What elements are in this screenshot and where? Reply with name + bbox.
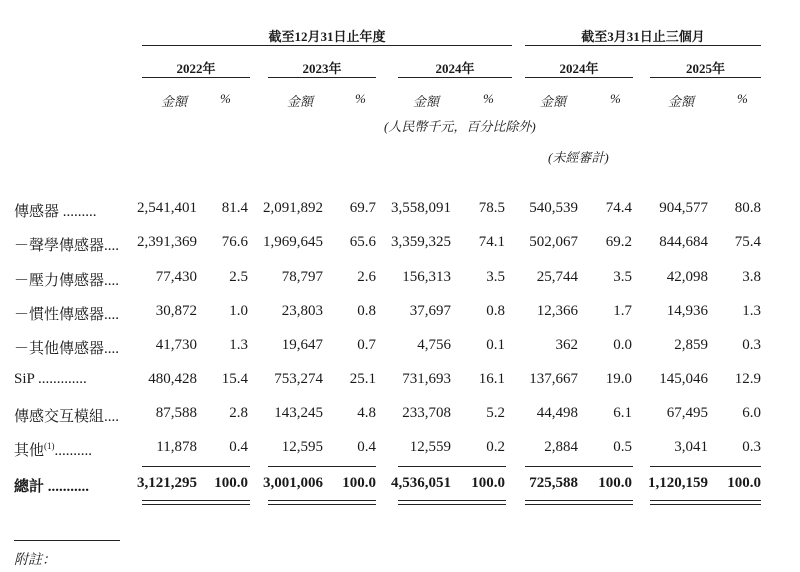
amount-cell: 233,708 <box>402 405 451 421</box>
amount-cell: 3,121,295 <box>137 475 197 491</box>
row-label: －壓力傳感器.... <box>14 273 120 289</box>
amount-cell: 3,359,325 <box>391 234 451 250</box>
percent-cell: 1.7 <box>613 303 632 319</box>
percent-cell: 4.8 <box>357 405 376 421</box>
percent-cell: 0.1 <box>486 337 505 353</box>
year-header: 2024年 <box>435 61 475 76</box>
amount-cell: 12,366 <box>536 303 578 319</box>
percent-cell: 100.0 <box>598 475 632 491</box>
row-label: SiP ............. <box>14 371 87 387</box>
percent-cell: 69.7 <box>349 200 376 216</box>
percent-cell: 2.8 <box>229 405 248 421</box>
amount-cell: 87,588 <box>155 405 197 421</box>
amount-cell: 1,120,159 <box>648 475 708 491</box>
total-rule <box>398 500 506 501</box>
percent-cell: 75.4 <box>734 234 761 250</box>
percent-cell: 0.2 <box>486 439 505 455</box>
percent-cell: 0.5 <box>613 439 632 455</box>
footnote-marker: (1) <box>44 441 55 451</box>
percent-cell: 0.0 <box>613 337 632 353</box>
year-header: 2024年 <box>559 61 599 76</box>
percent-cell: 100.0 <box>214 475 248 491</box>
total-rule <box>398 466 506 467</box>
percent-cell: 6.0 <box>742 405 761 421</box>
year-rule <box>398 77 512 78</box>
header-group-year-ended: 截至12月31日止年度 <box>268 29 386 44</box>
amount-cell: 42,098 <box>666 269 708 285</box>
total-rule <box>268 500 376 501</box>
col-amount: 金額 <box>668 94 695 109</box>
percent-cell: 100.0 <box>727 475 761 491</box>
percent-cell: 81.4 <box>221 200 248 216</box>
header-rule <box>525 45 761 46</box>
percent-cell: 80.8 <box>734 200 761 216</box>
col-pct: % <box>483 91 494 106</box>
year-rule <box>650 77 761 78</box>
percent-cell: 74.4 <box>605 200 632 216</box>
amount-cell: 67,495 <box>666 405 708 421</box>
amount-cell: 25,744 <box>536 269 578 285</box>
amount-cell: 143,245 <box>274 405 323 421</box>
percent-cell: 3.5 <box>486 269 505 285</box>
total-rule <box>525 500 633 501</box>
col-amount: 金額 <box>413 94 440 109</box>
col-amount: 金額 <box>287 94 314 109</box>
year-rule <box>525 77 633 78</box>
percent-cell: 6.1 <box>613 405 632 421</box>
percent-cell: 0.3 <box>742 337 761 353</box>
total-rule <box>398 504 506 505</box>
total-rule <box>650 500 761 501</box>
amount-cell: 145,046 <box>659 371 708 387</box>
header-rule <box>142 45 512 46</box>
year-header: 2022年 <box>176 61 216 76</box>
amount-cell: 731,693 <box>402 371 451 387</box>
amount-cell: 12,559 <box>409 439 451 455</box>
percent-cell: 0.8 <box>357 303 376 319</box>
percent-cell: 19.0 <box>605 371 632 387</box>
amount-cell: 78,797 <box>281 269 323 285</box>
total-rule <box>268 504 376 505</box>
percent-cell: 78.5 <box>478 200 505 216</box>
amount-cell: 3,001,006 <box>263 475 323 491</box>
total-rule <box>525 504 633 505</box>
total-rule <box>650 504 761 505</box>
amount-cell: 2,091,892 <box>263 200 323 216</box>
total-rule <box>142 500 250 501</box>
percent-cell: 12.9 <box>734 371 761 387</box>
amount-cell: 30,872 <box>155 303 197 319</box>
col-pct: % <box>220 91 231 106</box>
percent-cell: 0.3 <box>742 439 761 455</box>
row-label-text: 其他 <box>14 443 45 459</box>
year-header: 2023年 <box>302 61 342 76</box>
unaudited-note: (未經審計) <box>548 150 609 165</box>
amount-cell: 3,558,091 <box>391 200 451 216</box>
total-rule <box>268 466 376 467</box>
amount-cell: 156,313 <box>402 269 451 285</box>
col-pct: % <box>737 91 748 106</box>
amount-cell: 12,595 <box>281 439 323 455</box>
percent-cell: 3.5 <box>613 269 632 285</box>
amount-cell: 904,577 <box>659 200 708 216</box>
amount-cell: 725,588 <box>529 475 578 491</box>
row-label-dots: .......... <box>54 443 93 459</box>
amount-cell: 502,067 <box>529 234 578 250</box>
col-amount: 金額 <box>161 94 188 109</box>
year-rule <box>268 77 376 78</box>
year-rule <box>142 77 250 78</box>
percent-cell: 76.6 <box>221 234 248 250</box>
percent-cell: 2.5 <box>229 269 248 285</box>
percent-cell: 0.8 <box>486 303 505 319</box>
amount-cell: 44,498 <box>536 405 578 421</box>
percent-cell: 100.0 <box>471 475 505 491</box>
percent-cell: 16.1 <box>478 371 505 387</box>
amount-cell: 14,936 <box>666 303 708 319</box>
amount-cell: 4,536,051 <box>391 475 451 491</box>
total-rule <box>650 466 761 467</box>
percent-cell: 0.4 <box>357 439 376 455</box>
row-label: －其他傳感器.... <box>14 341 120 357</box>
amount-cell: 11,878 <box>156 439 197 455</box>
amount-cell: 480,428 <box>148 371 197 387</box>
row-label: －慣性傳感器.... <box>14 307 120 323</box>
year-header: 2025年 <box>685 61 725 76</box>
percent-cell: 3.8 <box>742 269 761 285</box>
percent-cell: 69.2 <box>605 234 632 250</box>
col-amount: 金額 <box>540 94 567 109</box>
percent-cell: 1.3 <box>742 303 761 319</box>
col-pct: % <box>610 91 621 106</box>
amount-cell: 2,541,401 <box>137 200 197 216</box>
amount-cell: 1,969,645 <box>263 234 323 250</box>
percent-cell: 25.1 <box>349 371 376 387</box>
percent-cell: 0.4 <box>229 439 248 455</box>
amount-cell: 4,756 <box>417 337 451 353</box>
total-rule <box>142 504 250 505</box>
footnote-heading: 附註： <box>14 553 56 568</box>
percent-cell: 65.6 <box>349 234 376 250</box>
row-label: －聲學傳感器.... <box>14 238 120 254</box>
amount-cell: 2,884 <box>544 439 578 455</box>
amount-cell: 23,803 <box>281 303 323 319</box>
amount-cell: 137,667 <box>529 371 578 387</box>
amount-cell: 37,697 <box>409 303 451 319</box>
amount-cell: 3,041 <box>674 439 708 455</box>
footnote-rule <box>14 540 120 541</box>
percent-cell: 5.2 <box>486 405 505 421</box>
col-pct: % <box>355 91 366 106</box>
amount-cell: 41,730 <box>155 337 197 353</box>
amount-cell: 362 <box>555 337 578 353</box>
total-rule <box>142 466 250 467</box>
percent-cell: 15.4 <box>221 371 248 387</box>
percent-cell: 1.3 <box>229 337 248 353</box>
amount-cell: 2,391,369 <box>137 234 197 250</box>
percent-cell: 1.0 <box>229 303 248 319</box>
amount-cell: 19,647 <box>281 337 323 353</box>
percent-cell: 0.7 <box>357 337 376 353</box>
row-label: 總計 ........... <box>14 479 90 495</box>
row-label <box>14 439 92 460</box>
percent-cell: 74.1 <box>478 234 505 250</box>
amount-cell: 77,430 <box>155 269 197 285</box>
amount-cell: 540,539 <box>529 200 578 216</box>
row-label: 傳感器 ......... <box>14 204 97 220</box>
amount-cell: 844,684 <box>659 234 708 250</box>
percent-cell: 2.6 <box>357 269 376 285</box>
row-label: 傳感交互模組.... <box>14 409 120 425</box>
percent-cell: 100.0 <box>342 475 376 491</box>
unit-note: (人民幣千元，百分比除外) <box>384 119 536 134</box>
total-rule <box>525 466 633 467</box>
amount-cell: 2,859 <box>674 337 708 353</box>
header-group-three-months: 截至3月31日止三個月 <box>581 29 705 44</box>
amount-cell: 753,274 <box>274 371 323 387</box>
